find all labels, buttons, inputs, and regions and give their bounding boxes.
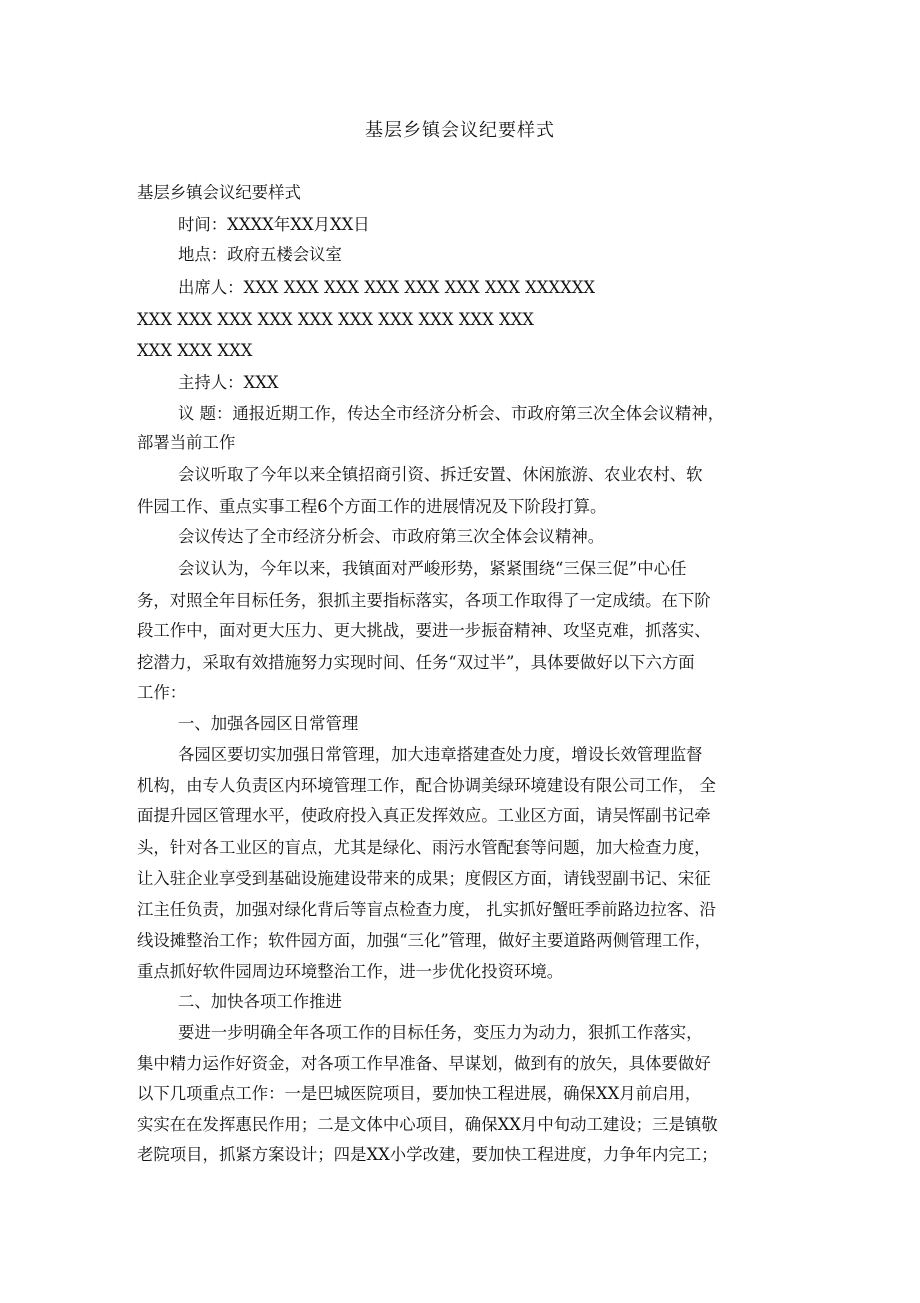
body-line: 以下几项重点工作：一是巴城医院项目，要加快工程进展，确保XX月前启用，	[137, 1084, 702, 1103]
body-line: 江主任负责，加强对绿化背后等盲点检查力度， 扎实抓好蟹旺季前路边拉客、沿	[137, 900, 716, 919]
section-heading: 一、加强各园区日常管理	[178, 714, 359, 733]
body-line: 实实在在发挥惠民作用；二是文体中心项目，确保XX月中旬动工建设；三是镇敬	[137, 1115, 718, 1134]
body-line: 头，针对各工业区的盲点，尤其是绿化、雨污水管配套等问题，加大检查力度，	[137, 838, 711, 857]
attendees-line: XXX XXX XXX	[137, 341, 253, 360]
body-line: 要进一步明确全年各项工作的目标任务，变压力为动力，狠抓工作落实，	[178, 1023, 703, 1042]
body-line: 会议认为，今年以来，我镇面对严峻形势，紧紧围绕“三保三促”中心任	[178, 559, 687, 578]
section-heading: 二、加快各项工作推进	[178, 992, 342, 1011]
body-line: 各园区要切实加强日常管理，加大违章搭建查处力度，增设长效管理监督	[178, 745, 703, 764]
body-line: 件园工作、重点实事工程6个方面工作的进展情况及下阶段打算。	[137, 497, 607, 516]
body-line: 让入驻企业享受到基础设施建设带来的成果；度假区方面，请钱翌副书记、宋征	[137, 869, 711, 888]
agenda-line: 议 题：通报近期工作，传达全市经济分析会、市政府第三次全体会议精神，	[178, 404, 725, 423]
body-line: 工作：	[137, 683, 187, 702]
attendees-line: XXX XXX XXX XXX XXX XXX XXX XXX XXX XXX	[137, 310, 534, 329]
body-line: 老院项目，抓紧方案设计；四是XX小学改建，要加快工程进度，力争年内完工；	[137, 1145, 718, 1164]
body-line: 面提升园区管理水平，使政府投入真正发挥效应。工业区方面，请吴恽副书记牵	[137, 806, 711, 825]
body-line: 务，对照全年目标任务，狠抓主要指标落实，各项工作取得了一定成绩。在下阶	[137, 591, 711, 610]
body-line: 机构，由专人负责区内环境管理工作，配合协调美绿环境建设有限公司工作， 全	[137, 776, 716, 795]
body-line: 线设摊整治工作；软件园方面，加强“三化”管理，做好主要道路两侧管理工作，	[137, 931, 712, 950]
body-line: 重点抓好软件园周边环境整治工作，进一步优化投资环境。	[137, 962, 564, 981]
subtitle-line: 基层乡镇会议纪要样式	[137, 183, 301, 202]
body-line: 挖潜力，采取有效措施努力实现时间、任务“双过半”，具体要做好以下六方面	[137, 653, 695, 672]
meeting-time: 时间：XXXX年XX月XX日	[178, 215, 370, 234]
document-title: 基层乡镇会议纪要样式	[365, 120, 555, 141]
body-line: 会议传达了全市经济分析会、市政府第三次全体会议精神。	[178, 527, 605, 546]
attendees-line: 出席人：XXX XXX XXX XXX XXX XXX XXX XXXXXX	[178, 278, 596, 297]
body-line: 段工作中，面对更大压力、更大挑战，要进一步振奋精神、攻坚克难，抓落实、	[137, 621, 711, 640]
host-line: 主持人：XXX	[178, 373, 279, 392]
body-line: 会议听取了今年以来全镇招商引资、拆迁安置、休闲旅游、农业农村、软	[178, 465, 703, 484]
agenda-line: 部署当前工作	[137, 433, 236, 452]
body-line: 集中精力运作好资金，对各项工作早准备、早谋划，做到有的放矢，具体要做好	[137, 1054, 711, 1073]
meeting-location: 地点：政府五楼会议室	[178, 245, 342, 264]
